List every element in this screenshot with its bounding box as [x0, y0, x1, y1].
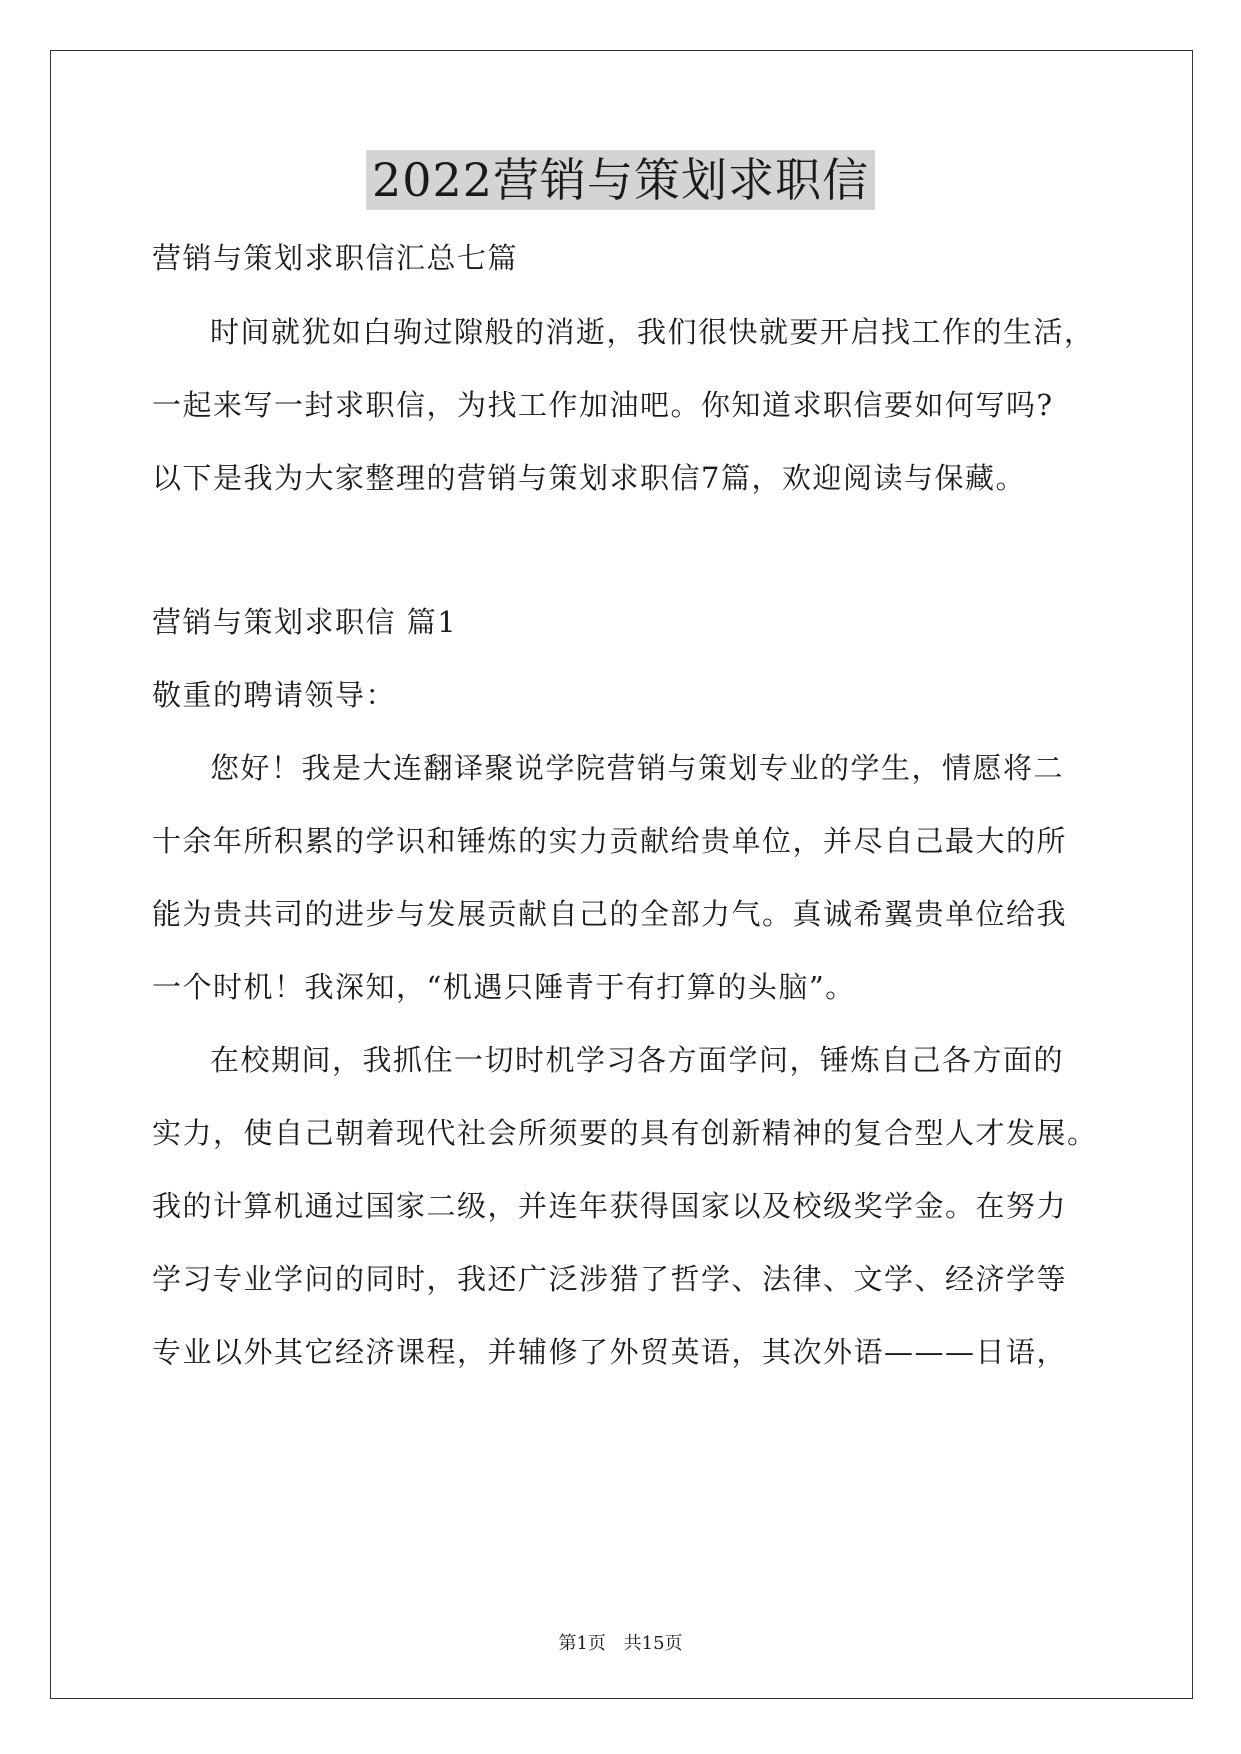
- page-footer: [0, 1632, 1241, 1656]
- body-line: 实力，使自己朝着现代社会所须要的具有创新精神的复合型人才发展。: [152, 1116, 1098, 1150]
- body-line: 专业以外其它经济课程，并辅修了外贸英语，其次外语———日语，: [152, 1335, 1068, 1369]
- salutation: 敬重的聘请领导：: [152, 678, 397, 712]
- title-container: [0, 150, 1241, 210]
- page-number: 第1页: [558, 1633, 606, 1654]
- body-line: 时间就犹如白驹过隙般的消逝，我们很快就要开启找工作的生活，: [210, 315, 1095, 349]
- body-line: 您好！我是大连翻译聚说学院营销与策划专业的学生，情愿将二: [210, 751, 1065, 785]
- subtitle-line: 营销与策划求职信汇总七篇: [152, 241, 519, 275]
- page-border: [50, 50, 1193, 1699]
- body-line: 在校期间，我抓住一切时机学习各方面学问，锤炼自己各方面的: [210, 1043, 1065, 1077]
- body-line: 以下是我为大家整理的营销与策划求职信7篇，欢迎阅读与保藏。: [152, 461, 1026, 495]
- body-line: 十余年所积累的学识和锤炼的实力贡献给贵单位，并尽自己最大的所: [152, 824, 1068, 858]
- body-line: 一起来写一封求职信，为找工作加油吧。你知道求职信要如何写吗?: [152, 388, 1054, 422]
- document-title: 2022营销与策划求职信: [366, 150, 875, 210]
- body-line: 一个时机！我深知，“机遇只陲青于有打算的头脑”。: [152, 970, 856, 1004]
- body-line: 能为贵共司的进步与发展贡献自己的全部力气。真诚希翼贵单位给我: [152, 897, 1068, 931]
- body-line: 我的计算机通过国家二级，并连年获得国家以及校级奖学金。在努力: [152, 1189, 1068, 1223]
- body-line: 学习专业学问的同时，我还广泛涉猎了哲学、法律、文学、经济学等: [152, 1262, 1068, 1296]
- section-heading: 营销与策划求职信 篇1: [152, 605, 458, 639]
- page-total: 共15页: [623, 1633, 683, 1654]
